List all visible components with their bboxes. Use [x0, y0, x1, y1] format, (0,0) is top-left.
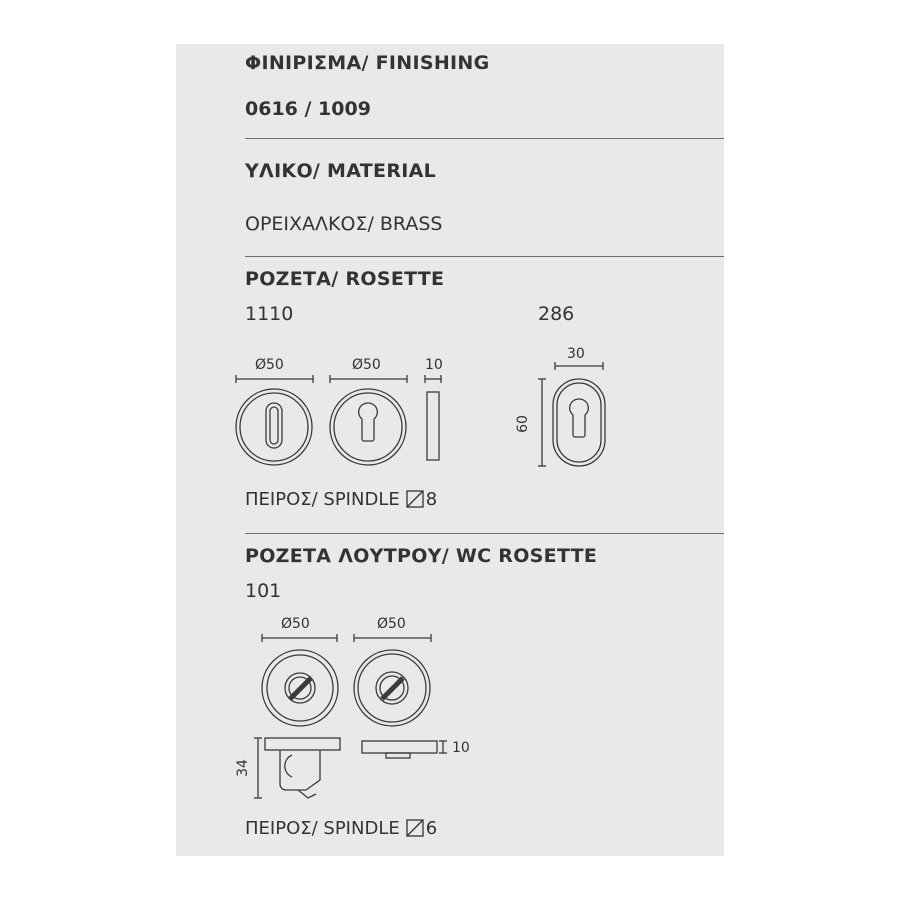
rosette-diameter-label-2: Ø50	[352, 357, 381, 373]
wc-spindle-label: ΠΕΙΡΟΣ/ SPINDLE	[245, 818, 400, 839]
rosette-diameter-label-1: Ø50	[255, 357, 284, 373]
rosette-spindle-spec	[245, 489, 437, 513]
oval-rosette-height-label: 60	[514, 415, 531, 433]
wc-rosette-front-drawing-2	[354, 634, 431, 726]
rosette-round-slot-drawing	[236, 375, 313, 465]
divider-3	[245, 533, 724, 534]
wc-spindle-spec	[245, 818, 437, 842]
wc-diameter-label-2: Ø50	[377, 616, 406, 632]
finishing-codes: 0616 / 1009	[245, 98, 371, 120]
wc-thickness-label: 10	[452, 740, 470, 756]
oval-rosette-drawing	[538, 362, 605, 466]
wc-depth-label: 34	[234, 759, 251, 777]
finishing-heading: ΦΙΝΙΡΙΣΜΑ/ FINISHING	[245, 52, 490, 74]
wc-diameter-label-1: Ø50	[281, 616, 310, 632]
wc-rosette-side-drawing-2	[362, 741, 447, 758]
rosette-round-cylinder-drawing	[330, 375, 407, 465]
rosette-spindle-label: ΠΕΙΡΟΣ/ SPINDLE	[245, 489, 400, 510]
wc-rosette-model: 101	[245, 580, 282, 602]
wc-rosette-side-drawing-1	[254, 738, 340, 798]
square-spindle-icon	[406, 490, 424, 513]
wc-rosette-heading: ΡΟΖΕΤΑ ΛΟΥΤΡΟΥ/ WC ROSETTE	[245, 545, 598, 567]
material-heading: ΥΛΙΚΟ/ MATERIAL	[245, 160, 437, 182]
rosette-model-1110: 1110	[245, 303, 294, 325]
rosette-spindle-size: 8	[425, 489, 438, 510]
square-spindle-icon	[406, 819, 424, 842]
rosette-heading: ΡΟΖΕΤΑ/ ROSETTE	[245, 268, 445, 290]
oval-rosette-width-label: 30	[567, 346, 585, 362]
material-value: ΟΡΕΙΧΑΛΚΟΣ/ BRASS	[245, 213, 443, 235]
rosette-side-profile-drawing	[425, 375, 441, 460]
rosette-model-286: 286	[538, 303, 575, 325]
wc-rosette-front-drawing-1	[262, 634, 338, 726]
wc-spindle-size: 6	[425, 818, 438, 839]
rosette-thickness-label: 10	[425, 357, 443, 373]
